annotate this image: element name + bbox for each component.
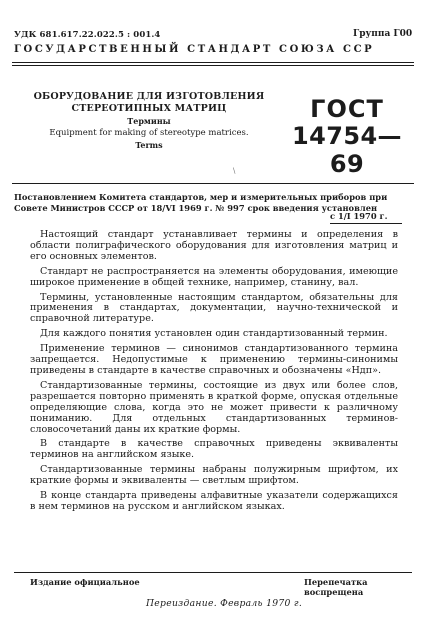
gost-label: ГОСТ — [310, 95, 384, 123]
title-en: Equipment for making of stereotype matrices. — [49, 128, 249, 138]
header-rule-thick — [12, 62, 414, 63]
gost-designation — [286, 96, 408, 178]
body-paragraph: Применение терминов — синонимов стандартизованного термина запрещается. Недопустимые к применению термины-синонимы приведены в стандарте в качестве справочных и обозначены «Ндп». — [30, 343, 398, 376]
body-paragraph: В стандарте в качестве справочных приведены эквиваленты терминов на английском языке. — [30, 438, 398, 461]
official-edition-label: Издание официальное — [30, 577, 140, 587]
body-text — [30, 230, 398, 517]
body-paragraph: Стандарт не распространяется на элементы оборудования, имеющие широкое применение в общей технике, например, станину, вал. — [30, 265, 398, 288]
body-paragraph: Термины, установленные настоящим стандартом, обязательны для применения в стандартах, документации, научно-технической и справочной литературе. — [30, 291, 398, 325]
document-title-block — [18, 91, 280, 151]
title-ru-line-1: ОБОРУДОВАНИЕ ДЛЯ ИЗГОТОВЛЕНИЯ — [33, 91, 265, 102]
subtitle-ru: Термины — [127, 116, 171, 126]
gost-number: 14754—69 — [292, 122, 402, 178]
footer-rule — [14, 572, 412, 573]
body-paragraph: В конце стандарта приведены алфавитные указатели содержащихся в нем терминов на русском и английском языках. — [30, 490, 398, 512]
group-code: Группа Г00 — [353, 29, 413, 39]
header-rule-thin — [12, 65, 414, 66]
body-paragraph: Настоящий стандарт устанавливает термины и определения в области полиграфического оборудования для изготовления матриц и его основных элементов. — [30, 229, 398, 262]
decree-text: Постановлением Комитета стандартов, мер и измерительных приборов при Совете Министров СССР от 18/VI 1969 г. № 997 срок введения установлен — [14, 192, 388, 213]
body-paragraph: Стандартизованные термины набраны полужирным шрифтом, их краткие формы и эквиваленты — светлым шрифтом. — [30, 464, 398, 487]
udk-code: УДК 681.617.22.022.5 : 001.4 — [14, 30, 161, 40]
body-paragraph: Стандартизованные термины, состоящие из двух или более слов, разрешается повторно применять в краткой форме, опуская отдельные определяющие слова, когда это не может привести к различному пониманию. Для отдельных стандартизованных терминов-словосочетаний даны их краткие формы. — [30, 379, 398, 435]
reprint-prohibited-label: Перепечатка воспрещена — [304, 577, 368, 597]
stray-mark: \ — [233, 167, 236, 175]
standard-title: ГОСУДАРСТВЕННЫЙ СТАНДАРТ СОЮЗА ССР — [14, 44, 375, 55]
title-rule — [12, 183, 414, 184]
body-paragraph: Для каждого понятия установлен один стандартизованный термин. — [40, 328, 388, 340]
reissue-note: Переиздание. Февраль 1970 г. — [146, 598, 303, 609]
effective-date-rule — [330, 223, 402, 224]
effective-date: с 1/I 1970 г. — [330, 211, 388, 221]
title-ru-line-2: СТЕРЕОТИПНЫХ МАТРИЦ — [71, 103, 227, 114]
subtitle-en: Terms — [135, 140, 163, 150]
